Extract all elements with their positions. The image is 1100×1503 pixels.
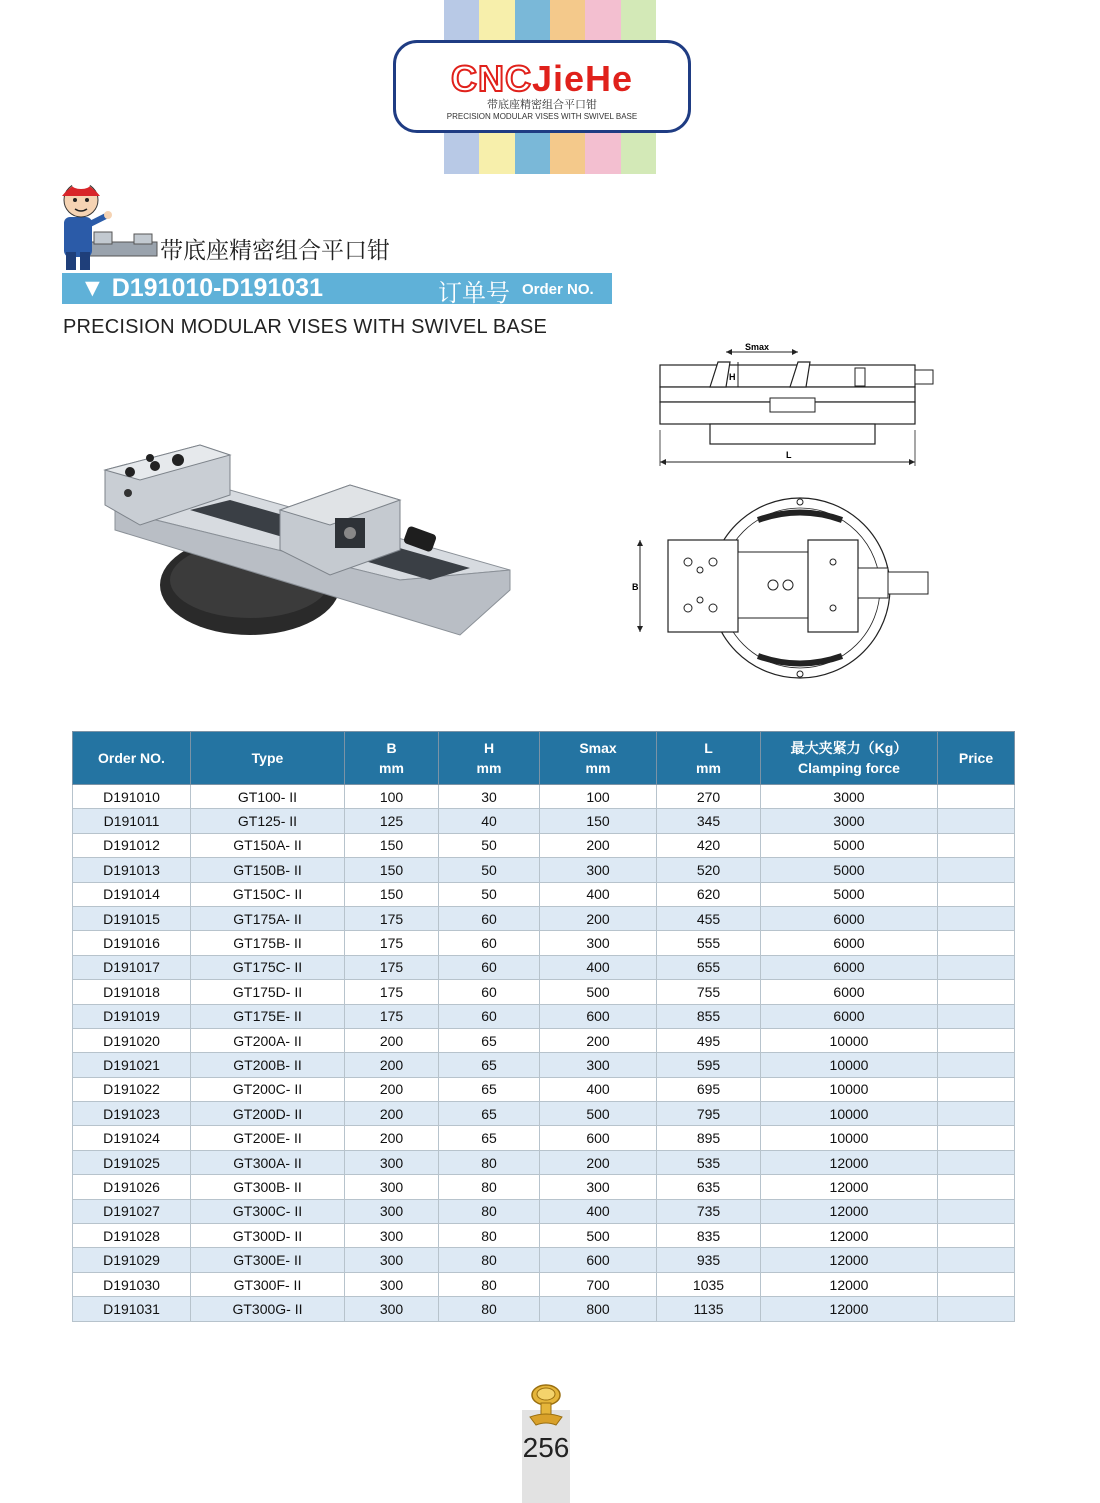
order-label-cn: 订单号 <box>438 280 510 307</box>
table-row <box>73 1028 1015 1052</box>
cell-clamping-force: 6000 <box>761 906 938 930</box>
cell-b: 300 <box>345 1272 439 1296</box>
cell-h: 65 <box>439 1028 540 1052</box>
cell-type: GT175C- II <box>191 955 345 979</box>
cell-h: 50 <box>439 833 540 857</box>
cell-order-no: D191022 <box>73 1077 191 1101</box>
cell-l: 620 <box>657 882 761 906</box>
logo-subtitle-en: PRECISION MODULAR VISES WITH SWIVEL BASE <box>446 112 638 121</box>
cell-b: 175 <box>345 906 439 930</box>
cell-price <box>938 785 1015 809</box>
cell-clamping-force: 3000 <box>761 809 938 833</box>
cell-smax: 400 <box>540 1199 657 1223</box>
table-row <box>73 882 1015 906</box>
cell-price <box>938 1053 1015 1077</box>
cell-price <box>938 1150 1015 1174</box>
cell-smax: 100 <box>540 785 657 809</box>
cell-smax: 300 <box>540 858 657 882</box>
cell-l: 895 <box>657 1126 761 1150</box>
cell-h: 80 <box>439 1199 540 1223</box>
table-body <box>73 785 1015 1322</box>
cell-l: 555 <box>657 931 761 955</box>
cell-h: 80 <box>439 1150 540 1174</box>
cell-smax: 600 <box>540 1248 657 1272</box>
cell-price <box>938 931 1015 955</box>
cell-l: 1035 <box>657 1272 761 1296</box>
cell-b: 200 <box>345 1028 439 1052</box>
cell-price <box>938 1028 1015 1052</box>
cell-h: 30 <box>439 785 540 809</box>
table-row <box>73 1053 1015 1077</box>
cell-order-no: D191010 <box>73 785 191 809</box>
order-range: ▼ D191010-D191031 <box>80 274 323 302</box>
side-view-drawing <box>640 340 950 470</box>
cell-l: 935 <box>657 1248 761 1272</box>
cell-smax: 500 <box>540 1102 657 1126</box>
table-row <box>73 1224 1015 1248</box>
cell-l: 455 <box>657 906 761 930</box>
cell-type: GT300E- II <box>191 1248 345 1272</box>
cell-clamping-force: 6000 <box>761 1004 938 1028</box>
cell-b: 175 <box>345 980 439 1004</box>
cell-b: 200 <box>345 1102 439 1126</box>
cell-type: GT300C- II <box>191 1199 345 1223</box>
cell-clamping-force: 12000 <box>761 1150 938 1174</box>
cell-clamping-force: 10000 <box>761 1053 938 1077</box>
cell-clamping-force: 12000 <box>761 1175 938 1199</box>
cell-price <box>938 955 1015 979</box>
cell-type: GT300B- II <box>191 1175 345 1199</box>
table-row <box>73 1102 1015 1126</box>
cell-b: 200 <box>345 1126 439 1150</box>
cell-h: 60 <box>439 980 540 1004</box>
cell-type: GT200B- II <box>191 1053 345 1077</box>
cell-b: 300 <box>345 1297 439 1321</box>
table-row <box>73 833 1015 857</box>
cell-h: 60 <box>439 906 540 930</box>
cell-price <box>938 833 1015 857</box>
cell-type: GT175B- II <box>191 931 345 955</box>
cell-b: 300 <box>345 1248 439 1272</box>
cell-h: 80 <box>439 1224 540 1248</box>
cell-h: 65 <box>439 1102 540 1126</box>
cell-b: 200 <box>345 1077 439 1101</box>
cell-price <box>938 1272 1015 1296</box>
brand-cnc: CNC <box>450 58 532 99</box>
cell-clamping-force: 10000 <box>761 1102 938 1126</box>
cell-h: 65 <box>439 1126 540 1150</box>
cell-b: 300 <box>345 1175 439 1199</box>
cell-h: 65 <box>439 1053 540 1077</box>
cell-type: GT200A- II <box>191 1028 345 1052</box>
cell-price <box>938 1297 1015 1321</box>
cell-clamping-force: 12000 <box>761 1224 938 1248</box>
cell-smax: 500 <box>540 980 657 1004</box>
cell-b: 200 <box>345 1053 439 1077</box>
cell-price <box>938 980 1015 1004</box>
cell-clamping-force: 10000 <box>761 1028 938 1052</box>
cell-order-no: D191031 <box>73 1297 191 1321</box>
cell-price <box>938 1248 1015 1272</box>
cell-smax: 200 <box>540 906 657 930</box>
cell-clamping-force: 5000 <box>761 858 938 882</box>
spec-table <box>72 731 1015 1322</box>
cell-type: GT200E- II <box>191 1126 345 1150</box>
cell-b: 175 <box>345 955 439 979</box>
cell-h: 60 <box>439 931 540 955</box>
cell-type: GT125- II <box>191 809 345 833</box>
cell-l: 795 <box>657 1102 761 1126</box>
col-smax: Smax mm <box>540 732 657 785</box>
brand-name <box>396 59 688 99</box>
cell-smax: 600 <box>540 1126 657 1150</box>
cell-order-no: D191028 <box>73 1224 191 1248</box>
table-row <box>73 980 1015 1004</box>
cell-b: 150 <box>345 833 439 857</box>
cell-smax: 600 <box>540 1004 657 1028</box>
cell-h: 80 <box>439 1297 540 1321</box>
brand-jiehe: JieHe <box>531 58 634 99</box>
cell-price <box>938 1126 1015 1150</box>
cell-price <box>938 1077 1015 1101</box>
vise-product-photo <box>100 430 515 660</box>
cell-order-no: D191030 <box>73 1272 191 1296</box>
cell-price <box>938 1224 1015 1248</box>
cell-clamping-force: 10000 <box>761 1077 938 1101</box>
cell-order-no: D191014 <box>73 882 191 906</box>
cell-h: 50 <box>439 882 540 906</box>
cell-type: GT200C- II <box>191 1077 345 1101</box>
cell-h: 80 <box>439 1272 540 1296</box>
cell-clamping-force: 10000 <box>761 1126 938 1150</box>
cell-order-no: D191013 <box>73 858 191 882</box>
cell-order-no: D191025 <box>73 1150 191 1174</box>
cell-type: GT300G- II <box>191 1297 345 1321</box>
table-row <box>73 1272 1015 1296</box>
cell-order-no: D191021 <box>73 1053 191 1077</box>
cell-clamping-force: 12000 <box>761 1199 938 1223</box>
cell-smax: 200 <box>540 1028 657 1052</box>
table-row <box>73 1150 1015 1174</box>
cell-l: 1135 <box>657 1297 761 1321</box>
cell-b: 175 <box>345 931 439 955</box>
col-type: Type <box>191 732 345 785</box>
cell-clamping-force: 12000 <box>761 1248 938 1272</box>
cell-price <box>938 1175 1015 1199</box>
cell-order-no: D191029 <box>73 1248 191 1272</box>
cell-b: 300 <box>345 1224 439 1248</box>
cell-clamping-force: 3000 <box>761 785 938 809</box>
cell-type: GT300D- II <box>191 1224 345 1248</box>
cell-price <box>938 1102 1015 1126</box>
table-header <box>73 732 1015 785</box>
table-row <box>73 1199 1015 1223</box>
logo-subtitle-cn: 带底座精密组合平口钳 <box>487 99 597 111</box>
cell-h: 50 <box>439 858 540 882</box>
cell-type: GT175A- II <box>191 906 345 930</box>
cell-order-no: D191017 <box>73 955 191 979</box>
cell-order-no: D191018 <box>73 980 191 1004</box>
table-row <box>73 1248 1015 1272</box>
cell-type: GT175D- II <box>191 980 345 1004</box>
cell-price <box>938 882 1015 906</box>
cell-smax: 400 <box>540 882 657 906</box>
cell-smax: 400 <box>540 955 657 979</box>
order-number-bar <box>62 273 612 307</box>
cell-smax: 500 <box>540 1224 657 1248</box>
order-label-en: Order NO. <box>522 281 594 298</box>
cell-b: 150 <box>345 858 439 882</box>
cell-l: 270 <box>657 785 761 809</box>
section-title-cn: 带底座精密组合平口钳 <box>160 237 390 263</box>
cell-type: GT300A- II <box>191 1150 345 1174</box>
cell-clamping-force: 12000 <box>761 1272 938 1296</box>
cell-type: GT150C- II <box>191 882 345 906</box>
cell-order-no: D191020 <box>73 1028 191 1052</box>
cell-price <box>938 1199 1015 1223</box>
section-title-en: PRECISION MODULAR VISES WITH SWIVEL BASE <box>63 316 548 338</box>
cell-order-no: D191011 <box>73 809 191 833</box>
cell-l: 655 <box>657 955 761 979</box>
table-row <box>73 785 1015 809</box>
cell-clamping-force: 5000 <box>761 833 938 857</box>
cell-b: 300 <box>345 1150 439 1174</box>
cell-smax: 300 <box>540 1053 657 1077</box>
cell-clamping-force: 12000 <box>761 1297 938 1321</box>
cell-order-no: D191015 <box>73 906 191 930</box>
table-row <box>73 906 1015 930</box>
cell-smax: 200 <box>540 1150 657 1174</box>
cell-l: 520 <box>657 858 761 882</box>
cell-type: GT100- II <box>191 785 345 809</box>
cell-h: 65 <box>439 1077 540 1101</box>
cell-l: 345 <box>657 809 761 833</box>
cell-l: 855 <box>657 1004 761 1028</box>
cell-clamping-force: 6000 <box>761 980 938 1004</box>
col-price: Price <box>938 732 1015 785</box>
table-row <box>73 1297 1015 1321</box>
cell-price <box>938 809 1015 833</box>
cell-l: 635 <box>657 1175 761 1199</box>
cell-clamping-force: 5000 <box>761 882 938 906</box>
cell-l: 695 <box>657 1077 761 1101</box>
dim-b-label: B <box>632 582 639 592</box>
cell-order-no: D191019 <box>73 1004 191 1028</box>
cell-price <box>938 906 1015 930</box>
cell-clamping-force: 6000 <box>761 931 938 955</box>
cell-smax: 300 <box>540 931 657 955</box>
cell-h: 80 <box>439 1248 540 1272</box>
cell-smax: 300 <box>540 1175 657 1199</box>
cell-l: 495 <box>657 1028 761 1052</box>
cell-b: 300 <box>345 1199 439 1223</box>
dim-h-label: H <box>729 372 736 382</box>
cell-type: GT300F- II <box>191 1272 345 1296</box>
table-row <box>73 955 1015 979</box>
cell-order-no: D191027 <box>73 1199 191 1223</box>
cell-smax: 700 <box>540 1272 657 1296</box>
table-row <box>73 931 1015 955</box>
col-clamping-force: 最大夹紧力（Kg） Clamping force <box>761 732 938 785</box>
cell-order-no: D191016 <box>73 931 191 955</box>
page-number: 256 <box>522 1432 570 1463</box>
cell-h: 60 <box>439 1004 540 1028</box>
cell-l: 420 <box>657 833 761 857</box>
cell-type: GT150B- II <box>191 858 345 882</box>
cell-l: 595 <box>657 1053 761 1077</box>
cell-order-no: D191012 <box>73 833 191 857</box>
cell-b: 175 <box>345 1004 439 1028</box>
table-row <box>73 809 1015 833</box>
cell-order-no: D191024 <box>73 1126 191 1150</box>
dim-smax-label: Smax <box>745 342 770 352</box>
cell-smax: 400 <box>540 1077 657 1101</box>
cell-type: GT200D- II <box>191 1102 345 1126</box>
gold-coin-icon <box>526 1383 566 1429</box>
table-row <box>73 1077 1015 1101</box>
cell-price <box>938 858 1015 882</box>
cell-b: 100 <box>345 785 439 809</box>
table-row <box>73 1004 1015 1028</box>
cell-l: 835 <box>657 1224 761 1248</box>
cell-l: 735 <box>657 1199 761 1223</box>
top-view-drawing <box>628 480 958 700</box>
cell-type: GT150A- II <box>191 833 345 857</box>
mascot-icon <box>54 172 164 272</box>
cell-price <box>938 1004 1015 1028</box>
cell-h: 40 <box>439 809 540 833</box>
table-row <box>73 858 1015 882</box>
cell-smax: 150 <box>540 809 657 833</box>
cell-order-no: D191026 <box>73 1175 191 1199</box>
col-h: H mm <box>439 732 540 785</box>
dim-l-label: L <box>786 450 792 460</box>
cell-l: 755 <box>657 980 761 1004</box>
table-row <box>73 1126 1015 1150</box>
cell-b: 125 <box>345 809 439 833</box>
cell-type: GT175E- II <box>191 1004 345 1028</box>
cell-order-no: D191023 <box>73 1102 191 1126</box>
col-order-no: Order NO. <box>73 732 191 785</box>
table-row <box>73 1175 1015 1199</box>
cell-l: 535 <box>657 1150 761 1174</box>
cell-b: 150 <box>345 882 439 906</box>
cell-h: 60 <box>439 955 540 979</box>
brand-logo <box>393 40 691 133</box>
cell-clamping-force: 6000 <box>761 955 938 979</box>
cell-smax: 200 <box>540 833 657 857</box>
cell-h: 80 <box>439 1175 540 1199</box>
col-b: B mm <box>345 732 439 785</box>
col-l: L mm <box>657 732 761 785</box>
cell-smax: 800 <box>540 1297 657 1321</box>
